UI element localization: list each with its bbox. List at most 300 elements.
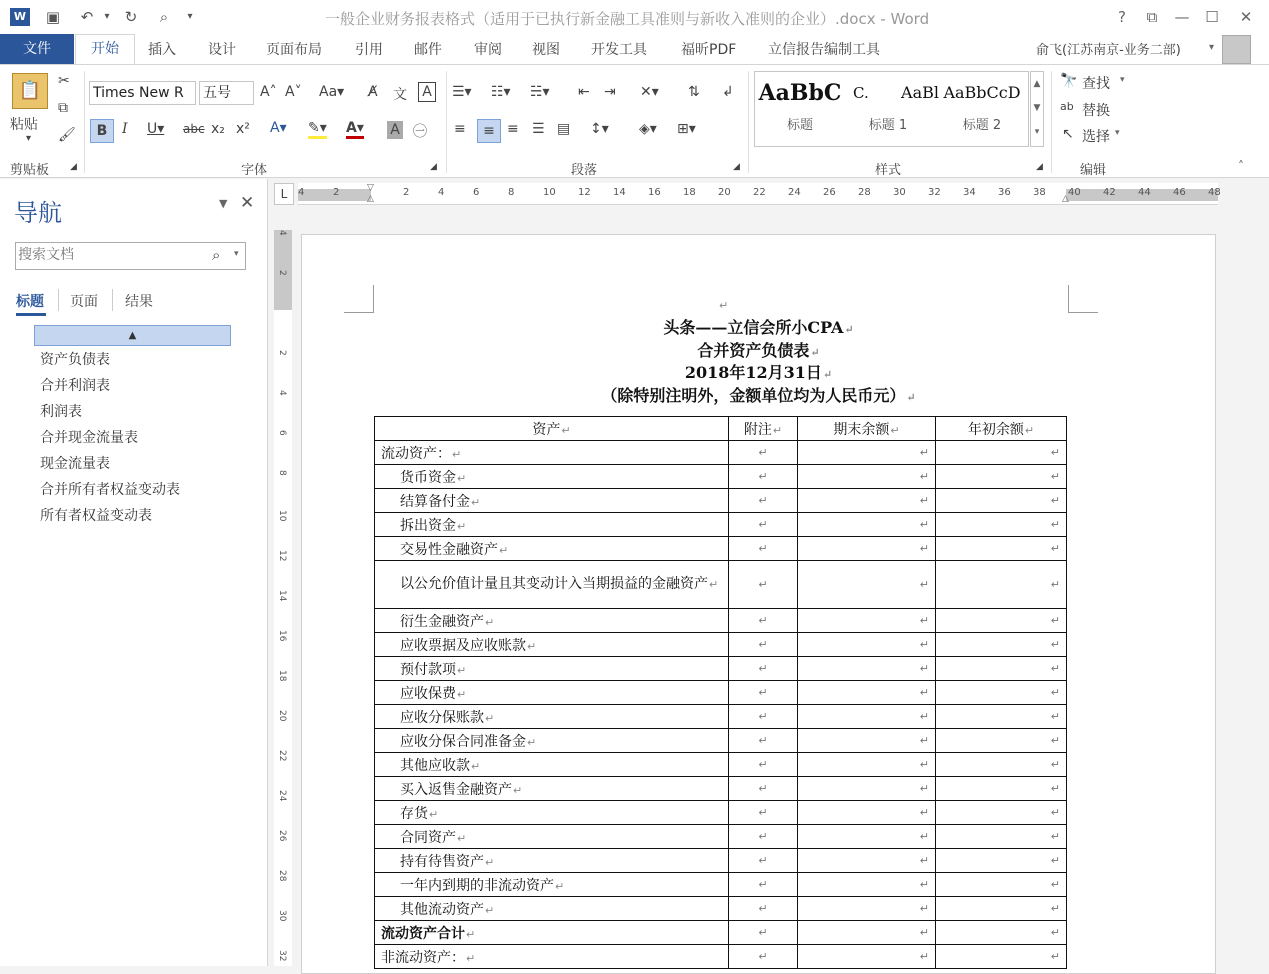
item-label: 应收分保账款 bbox=[400, 709, 484, 726]
numbering-icon[interactable]: ☷▾ bbox=[491, 84, 511, 100]
doc-line-text: 合并资产负债表 bbox=[697, 341, 810, 360]
note-cell[interactable]: ↵ bbox=[729, 849, 798, 873]
bullets-icon[interactable]: ☰▾ bbox=[452, 84, 472, 100]
paragraph-mark: ↵ bbox=[485, 903, 495, 917]
item-cell[interactable] bbox=[375, 753, 729, 777]
note-cell[interactable]: ↵ bbox=[729, 633, 798, 657]
paste-button[interactable]: 粘贴 bbox=[10, 117, 38, 133]
table-body bbox=[375, 441, 1067, 969]
header-cell[interactable]: 期末余额↵ bbox=[798, 417, 936, 441]
select-dropdown-icon[interactable]: ▾ bbox=[1115, 128, 1120, 138]
table-row bbox=[375, 633, 1067, 657]
item-cell[interactable] bbox=[375, 777, 729, 801]
paragraph-mark: ↵ bbox=[709, 578, 719, 591]
item-label: 一年内到期的非流动资产 bbox=[400, 877, 554, 894]
beginning-balance-cell[interactable]: ↵ bbox=[936, 825, 1067, 849]
nav-heading-item[interactable]: 现金流量表 bbox=[40, 456, 110, 472]
close-button[interactable]: ✕ bbox=[1239, 8, 1253, 26]
tab-selector[interactable]: L bbox=[274, 183, 294, 205]
style-preview: C. bbox=[853, 84, 869, 102]
tab-mailings[interactable]: 邮件 bbox=[414, 42, 442, 58]
divider bbox=[1051, 71, 1052, 173]
ruler-tick-label: 8 bbox=[508, 187, 515, 198]
vertical-ruler[interactable] bbox=[274, 230, 292, 966]
style-name: 标题 2 bbox=[962, 118, 1002, 133]
strikethrough-button[interactable]: abc bbox=[183, 122, 205, 136]
tab-page-layout[interactable]: 页面布局 bbox=[266, 42, 322, 58]
note-cell[interactable]: ↵ bbox=[729, 537, 798, 561]
paragraph-mark: ↵ bbox=[457, 831, 467, 845]
justify-icon[interactable]: ☰ bbox=[532, 121, 545, 137]
beginning-balance-cell[interactable]: ↵ bbox=[936, 705, 1067, 729]
styles-scroll[interactable]: ▲ ▼ ▾ bbox=[1030, 71, 1044, 147]
item-label: 应收保费 bbox=[400, 685, 456, 702]
note-cell[interactable]: ↵ bbox=[729, 729, 798, 753]
header-text: 附注 bbox=[743, 421, 772, 438]
replace-button[interactable]: 替换 bbox=[1082, 103, 1110, 119]
table-row bbox=[375, 777, 1067, 801]
note-cell[interactable]: ↵ bbox=[729, 945, 798, 969]
align-center-button[interactable]: ≡ bbox=[477, 119, 501, 143]
paste-dropdown-icon[interactable]: ▾ bbox=[26, 133, 32, 144]
note-cell[interactable]: ↵ bbox=[729, 657, 798, 681]
item-cell[interactable] bbox=[375, 465, 729, 489]
find-icon[interactable]: 🔭 bbox=[1060, 73, 1078, 89]
note-cell[interactable]: ↵ bbox=[729, 753, 798, 777]
item-cell[interactable] bbox=[375, 561, 729, 609]
avatar[interactable] bbox=[1222, 35, 1251, 64]
ruler-tick-label: 12 bbox=[578, 187, 591, 198]
distributed-icon[interactable]: ▤ bbox=[557, 121, 571, 137]
beginning-balance-cell[interactable]: ↵ bbox=[936, 681, 1067, 705]
text-effects-icon[interactable]: A▾ bbox=[270, 120, 287, 136]
tab-insert[interactable]: 插入 bbox=[148, 42, 176, 58]
paragraph-mark: ↵ bbox=[466, 951, 476, 965]
item-label: 流动资产合计 bbox=[381, 925, 465, 942]
header-cell[interactable]: 资产↵ bbox=[375, 417, 729, 441]
ruler-tick-label: 28 bbox=[277, 870, 287, 882]
note-cell[interactable]: ↵ bbox=[729, 489, 798, 513]
table-row bbox=[375, 465, 1067, 489]
change-case-icon[interactable]: Aa▾ bbox=[319, 84, 345, 100]
format-painter-icon[interactable]: 🖌 bbox=[58, 127, 76, 143]
note-cell[interactable]: ↵ bbox=[729, 441, 798, 465]
undo-dropdown-icon[interactable]: ▾ bbox=[104, 11, 110, 22]
beginning-balance-cell[interactable]: ↵ bbox=[936, 633, 1067, 657]
item-cell[interactable] bbox=[375, 873, 729, 897]
ruler-tick-label: 14 bbox=[277, 590, 287, 602]
subscript-button[interactable]: x₂ bbox=[211, 121, 225, 137]
ruler-tick-label: 18 bbox=[683, 187, 696, 198]
chinese-layout-icon[interactable]: ✕▾ bbox=[640, 84, 659, 100]
search-icon[interactable]: ⌕ bbox=[212, 246, 221, 264]
item-label: 其他流动资产 bbox=[400, 901, 484, 918]
table-row bbox=[375, 609, 1067, 633]
note-cell[interactable]: ↵ bbox=[729, 873, 798, 897]
grow-font-icon[interactable]: A˄ bbox=[260, 84, 277, 100]
navigation-pane bbox=[0, 179, 268, 966]
superscript-button[interactable]: x² bbox=[236, 121, 250, 137]
ending-balance-cell[interactable]: ↵ bbox=[798, 873, 936, 897]
note-cell[interactable]: ↵ bbox=[729, 921, 798, 945]
paragraph-mark: ↵ bbox=[452, 447, 462, 461]
search-box bbox=[15, 242, 246, 270]
note-cell[interactable]: ↵ bbox=[729, 465, 798, 489]
replace-icon[interactable]: ab bbox=[1060, 100, 1074, 113]
phonetic-guide-icon[interactable]: 文 bbox=[393, 87, 407, 103]
styles-launcher-icon[interactable]: ◢ bbox=[1036, 162, 1043, 172]
ruler-tick-label: 2 bbox=[277, 270, 287, 276]
beginning-balance-cell[interactable]: ↵ bbox=[936, 777, 1067, 801]
underline-button[interactable]: U▾ bbox=[147, 121, 165, 137]
ending-balance-cell[interactable]: ↵ bbox=[798, 681, 936, 705]
title-bar bbox=[0, 0, 1269, 34]
select-button[interactable]: 选择 bbox=[1082, 129, 1110, 145]
highlight-icon[interactable]: ✎▾ bbox=[308, 120, 327, 139]
ruler-tick-label: 48 bbox=[1208, 187, 1221, 198]
ribbon-tabs bbox=[0, 34, 1269, 64]
ending-balance-cell[interactable]: ↵ bbox=[798, 489, 936, 513]
item-cell[interactable] bbox=[375, 489, 729, 513]
decrease-indent-icon[interactable]: ⇤ bbox=[578, 84, 590, 100]
ruler-tick-label: 16 bbox=[277, 630, 287, 642]
vertical-scrollbar[interactable] bbox=[1256, 180, 1269, 966]
show-marks-icon[interactable]: ↲ bbox=[722, 84, 734, 100]
header-text: 年初余额 bbox=[967, 421, 1024, 438]
note-cell[interactable]: ↵ bbox=[729, 897, 798, 921]
item-label: 拆出资金 bbox=[400, 517, 456, 534]
header-cell[interactable]: 附注↵ bbox=[729, 417, 798, 441]
doc-line-text: 2018年12月31日 bbox=[684, 363, 822, 382]
print-preview-icon[interactable]: ⌕ bbox=[159, 8, 169, 26]
character-shading-icon[interactable]: A bbox=[387, 121, 403, 139]
corner-mark bbox=[344, 285, 374, 313]
paste-icon[interactable]: 📋 bbox=[12, 73, 48, 109]
beginning-balance-cell[interactable]: ↵ bbox=[936, 921, 1067, 945]
ruler-tick-label: 30 bbox=[893, 187, 906, 198]
first-line-indent-marker[interactable]: ▽ bbox=[367, 183, 374, 193]
beginning-balance-cell[interactable]: ↵ bbox=[936, 537, 1067, 561]
paragraph-mark: ↵ bbox=[513, 783, 523, 797]
paragraph-launcher-icon[interactable]: ◢ bbox=[733, 162, 740, 172]
collapse-ribbon-icon[interactable]: ˄ bbox=[1238, 159, 1244, 173]
item-cell[interactable] bbox=[375, 513, 729, 537]
beginning-balance-cell[interactable]: ↵ bbox=[936, 849, 1067, 873]
font-group-label: 字体 bbox=[241, 163, 268, 178]
ending-balance-cell[interactable]: ↵ bbox=[798, 849, 936, 873]
table-header-row bbox=[375, 417, 1067, 441]
nav-heading-item[interactable]: 合并现金流量表 bbox=[40, 430, 138, 446]
select-icon[interactable]: ↖ bbox=[1062, 126, 1074, 142]
nav-title: 导航 bbox=[14, 199, 62, 227]
document-page[interactable] bbox=[301, 234, 1216, 974]
ruler-tick-label: 40 bbox=[1068, 187, 1081, 198]
ruler-tick-label: 4 bbox=[277, 390, 287, 396]
ending-balance-cell[interactable]: ↵ bbox=[798, 441, 936, 465]
header-cell[interactable]: 年初余额↵ bbox=[936, 417, 1067, 441]
user-dropdown-icon[interactable]: ▾ bbox=[1209, 42, 1215, 53]
ending-balance-cell[interactable]: ↵ bbox=[798, 657, 936, 681]
item-cell[interactable] bbox=[375, 681, 729, 705]
ribbon-display-options-icon[interactable]: ⧉ bbox=[1146, 8, 1158, 26]
item-cell[interactable] bbox=[375, 633, 729, 657]
paragraph-mark: ↵ bbox=[471, 495, 481, 509]
ending-balance-cell[interactable]: ↵ bbox=[798, 801, 936, 825]
tab-design[interactable]: 设计 bbox=[208, 42, 236, 58]
ruler-tick-label: 42 bbox=[1103, 187, 1116, 198]
note-cell[interactable]: ↵ bbox=[729, 801, 798, 825]
table-row bbox=[375, 849, 1067, 873]
save-icon[interactable]: ▣ bbox=[45, 8, 61, 26]
tab-review[interactable]: 审阅 bbox=[474, 42, 502, 58]
ribbon-home bbox=[0, 64, 1269, 178]
ruler-tick-label: 12 bbox=[277, 550, 287, 562]
paragraph-mark: ↵ bbox=[822, 368, 833, 381]
align-right-icon[interactable]: ≡ bbox=[507, 121, 519, 137]
enclose-characters-icon[interactable]: ㊀ bbox=[413, 124, 427, 140]
ending-balance-cell[interactable]: ↵ bbox=[798, 921, 936, 945]
undo-icon[interactable]: ↶ bbox=[80, 8, 94, 26]
close-icon[interactable]: ✕ bbox=[240, 193, 255, 213]
item-cell[interactable] bbox=[375, 825, 729, 849]
beginning-balance-cell[interactable]: ↵ bbox=[936, 513, 1067, 537]
doc-heading-source bbox=[302, 315, 1215, 338]
divider bbox=[84, 71, 85, 173]
right-indent-marker[interactable]: △ bbox=[1062, 194, 1069, 204]
nav-options-icon[interactable]: ▼ bbox=[219, 197, 228, 210]
nav-heading-item[interactable]: 资产负债表 bbox=[40, 352, 110, 368]
tab-lixin-report-tool[interactable]: 立信报告编制工具 bbox=[768, 42, 880, 58]
beginning-balance-cell[interactable]: ↵ bbox=[936, 441, 1067, 465]
nav-heading-item[interactable]: 合并利润表 bbox=[40, 378, 110, 394]
beginning-balance-cell[interactable]: ↵ bbox=[936, 489, 1067, 513]
item-cell[interactable] bbox=[375, 441, 729, 465]
user-account[interactable]: 俞飞(江苏南京-业务二部) bbox=[1036, 43, 1181, 58]
item-label: 衍生金融资产 bbox=[400, 613, 484, 630]
ending-balance-cell[interactable]: ↵ bbox=[798, 777, 936, 801]
item-label: 其他应收款 bbox=[400, 757, 470, 774]
hanging-indent-marker[interactable]: △ bbox=[367, 194, 374, 204]
note-cell[interactable]: ↵ bbox=[729, 561, 798, 609]
ruler-tick-label: 24 bbox=[788, 187, 801, 198]
nav-heading-item[interactable]: 合并所有者权益变动表 bbox=[40, 482, 180, 498]
table-row bbox=[375, 657, 1067, 681]
paragraph-mark: ↵ bbox=[485, 711, 495, 725]
character-border-icon[interactable]: A bbox=[418, 82, 436, 102]
ruler-tick-label: 22 bbox=[753, 187, 766, 198]
ending-balance-cell[interactable]: ↵ bbox=[798, 945, 936, 969]
item-cell[interactable] bbox=[375, 945, 729, 969]
tab-headings[interactable]: 标题 bbox=[16, 294, 44, 310]
search-input[interactable] bbox=[18, 247, 208, 263]
line-spacing-icon[interactable]: ↕▾ bbox=[590, 121, 609, 137]
table-row bbox=[375, 801, 1067, 825]
header-text: 期末余额 bbox=[833, 421, 890, 438]
bold-button[interactable]: B bbox=[90, 119, 114, 143]
table-row bbox=[375, 489, 1067, 513]
item-label: 合同资产 bbox=[400, 829, 456, 846]
ruler-tick-label: 46 bbox=[1173, 187, 1186, 198]
item-label: 持有待售资产 bbox=[400, 853, 484, 870]
tab-home[interactable]: 开始 bbox=[75, 34, 135, 65]
paragraph-mark: ↵ bbox=[844, 323, 854, 336]
paragraph-mark: ↵ bbox=[471, 759, 481, 773]
ending-balance-cell[interactable]: ↵ bbox=[798, 537, 936, 561]
beginning-balance-cell[interactable]: ↵ bbox=[936, 945, 1067, 969]
style-heading-2[interactable] bbox=[937, 76, 1027, 142]
item-label: 以公允价值计量且其变动计入当期损益的金融资产 bbox=[400, 576, 708, 592]
ending-balance-cell[interactable]: ↵ bbox=[798, 609, 936, 633]
item-label: 应收票据及应收账款 bbox=[400, 637, 526, 654]
ruler-tick-label: 2 bbox=[403, 187, 410, 198]
sort-icon[interactable]: ⇅ bbox=[688, 84, 700, 100]
help-icon[interactable]: ? bbox=[1118, 8, 1126, 26]
ending-balance-cell[interactable]: ↵ bbox=[798, 729, 936, 753]
doc-heading-unit bbox=[302, 383, 1215, 406]
ending-balance-cell[interactable]: ↵ bbox=[798, 705, 936, 729]
beginning-balance-cell[interactable]: ↵ bbox=[936, 561, 1067, 609]
tab-pages[interactable]: 页面 bbox=[70, 294, 98, 310]
shading-icon[interactable]: ◈▾ bbox=[639, 121, 657, 137]
beginning-balance-cell[interactable]: ↵ bbox=[936, 729, 1067, 753]
item-cell[interactable] bbox=[375, 849, 729, 873]
beginning-balance-cell[interactable]: ↵ bbox=[936, 609, 1067, 633]
ruler-tick-label: 32 bbox=[277, 950, 287, 962]
clipboard-launcher-icon[interactable]: ◢ bbox=[70, 162, 77, 172]
nav-heading-item[interactable]: 所有者权益变动表 bbox=[40, 508, 152, 524]
item-cell[interactable] bbox=[375, 921, 729, 945]
ruler-tick-label: 4 bbox=[277, 230, 287, 236]
beginning-balance-cell[interactable]: ↵ bbox=[936, 465, 1067, 489]
item-cell[interactable] bbox=[375, 801, 729, 825]
paragraph-mark: ↵ bbox=[457, 663, 467, 677]
item-cell[interactable] bbox=[375, 609, 729, 633]
horizontal-ruler[interactable] bbox=[298, 183, 1221, 205]
beginning-balance-cell[interactable]: ↵ bbox=[936, 753, 1067, 777]
note-cell[interactable]: ↵ bbox=[729, 681, 798, 705]
nav-heading-item[interactable]: 利润表 bbox=[40, 404, 82, 420]
shrink-font-icon[interactable]: A˅ bbox=[285, 84, 302, 100]
word-logo-icon[interactable]: W bbox=[10, 8, 30, 26]
font-launcher-icon[interactable]: ◢ bbox=[430, 162, 437, 172]
tab-foxit-pdf[interactable]: 福昕PDF bbox=[681, 42, 737, 58]
ruler-tick-label: 22 bbox=[277, 750, 287, 762]
collapse-all-bar[interactable]: ▲ bbox=[34, 325, 231, 346]
align-left-icon[interactable]: ≡ bbox=[454, 121, 466, 137]
maximize-button[interactable]: ☐ bbox=[1205, 8, 1219, 26]
beginning-balance-cell[interactable]: ↵ bbox=[936, 873, 1067, 897]
ruler-tick-label: 26 bbox=[277, 830, 287, 842]
item-cell[interactable] bbox=[375, 657, 729, 681]
paragraph-mark: ↵ bbox=[555, 879, 565, 893]
ruler-tick-label: 4 bbox=[298, 187, 305, 198]
table-row bbox=[375, 873, 1067, 897]
item-label: 买入返售金融资产 bbox=[400, 781, 512, 798]
style-preview: AaBbCcD bbox=[943, 83, 1021, 102]
multilevel-list-icon[interactable]: ☵▾ bbox=[530, 84, 550, 100]
clear-formatting-icon[interactable]: A̸ bbox=[368, 84, 378, 100]
font-color-icon[interactable]: A▾ bbox=[346, 120, 364, 139]
tab-developer[interactable]: 开发工具 bbox=[591, 42, 647, 58]
doc-line-text: 头条——立信会所小CPA bbox=[663, 318, 844, 337]
cut-icon[interactable]: ✂ bbox=[58, 73, 70, 89]
find-dropdown-icon[interactable]: ▾ bbox=[1120, 75, 1125, 85]
increase-indent-icon[interactable]: ⇥ bbox=[604, 84, 616, 100]
doc-line-text: （除特别注明外，金额单位均为人民币元） bbox=[601, 386, 906, 405]
item-label: 结算备付金 bbox=[400, 493, 470, 510]
tab-references[interactable]: 引用 bbox=[355, 42, 383, 58]
table-row bbox=[375, 753, 1067, 777]
table-row bbox=[375, 537, 1067, 561]
ending-balance-cell[interactable]: ↵ bbox=[798, 753, 936, 777]
ending-balance-cell[interactable]: ↵ bbox=[798, 897, 936, 921]
tab-results[interactable]: 结果 bbox=[125, 294, 153, 310]
item-label: 流动资产： bbox=[381, 445, 451, 462]
font-size-combo[interactable] bbox=[199, 81, 254, 105]
paragraph-mark: ↵ bbox=[457, 519, 467, 533]
ending-balance-cell[interactable]: ↵ bbox=[798, 561, 936, 609]
customize-qat-icon[interactable]: ▾ bbox=[187, 11, 193, 22]
ruler-tick-label: 14 bbox=[613, 187, 626, 198]
divider bbox=[748, 71, 749, 173]
tab-file[interactable]: 文件 bbox=[0, 34, 74, 64]
ruler-tick-label: 30 bbox=[277, 910, 287, 922]
borders-icon[interactable]: ⊞▾ bbox=[677, 121, 696, 137]
table-row bbox=[375, 729, 1067, 753]
balance-sheet-table[interactable] bbox=[374, 416, 1067, 969]
ruler-tick-label: 10 bbox=[277, 510, 287, 522]
item-cell[interactable] bbox=[375, 705, 729, 729]
ruler-tick-label: 10 bbox=[543, 187, 556, 198]
minimize-button[interactable]: — bbox=[1174, 8, 1190, 26]
item-cell[interactable] bbox=[375, 537, 729, 561]
note-cell[interactable]: ↵ bbox=[729, 777, 798, 801]
ending-balance-cell[interactable]: ↵ bbox=[798, 633, 936, 657]
ruler-tick-label: 20 bbox=[718, 187, 731, 198]
ruler-tick-label: 8 bbox=[277, 470, 287, 476]
table-row bbox=[375, 825, 1067, 849]
font-name-combo[interactable] bbox=[89, 81, 196, 105]
ending-balance-cell[interactable]: ↵ bbox=[798, 825, 936, 849]
copy-icon[interactable]: ⧉ bbox=[58, 100, 68, 116]
ending-balance-cell[interactable]: ↵ bbox=[798, 513, 936, 537]
style-preview: AaBbC bbox=[758, 80, 842, 106]
ruler-tick-label: 34 bbox=[963, 187, 976, 198]
ruler-tick-label: 24 bbox=[277, 790, 287, 802]
redo-icon[interactable]: ↻ bbox=[124, 8, 138, 26]
note-cell[interactable]: ↵ bbox=[729, 609, 798, 633]
beginning-balance-cell[interactable]: ↵ bbox=[936, 897, 1067, 921]
item-cell[interactable] bbox=[375, 897, 729, 921]
search-dropdown-icon[interactable]: ▾ bbox=[234, 249, 239, 259]
divider bbox=[58, 289, 59, 311]
style-title[interactable] bbox=[757, 76, 843, 142]
paragraph-mark: ↵ bbox=[429, 807, 439, 821]
item-cell[interactable] bbox=[375, 729, 729, 753]
note-cell[interactable]: ↵ bbox=[729, 705, 798, 729]
table-row bbox=[375, 705, 1067, 729]
note-cell[interactable]: ↵ bbox=[729, 825, 798, 849]
tab-view[interactable]: 视图 bbox=[532, 42, 560, 58]
note-cell[interactable]: ↵ bbox=[729, 513, 798, 537]
ruler-tick-label: 44 bbox=[1138, 187, 1151, 198]
beginning-balance-cell[interactable]: ↵ bbox=[936, 657, 1067, 681]
corner-mark bbox=[1068, 285, 1098, 313]
find-button[interactable]: 查找 bbox=[1082, 76, 1110, 92]
ending-balance-cell[interactable]: ↵ bbox=[798, 465, 936, 489]
italic-button[interactable]: I bbox=[122, 121, 128, 137]
beginning-balance-cell[interactable]: ↵ bbox=[936, 801, 1067, 825]
